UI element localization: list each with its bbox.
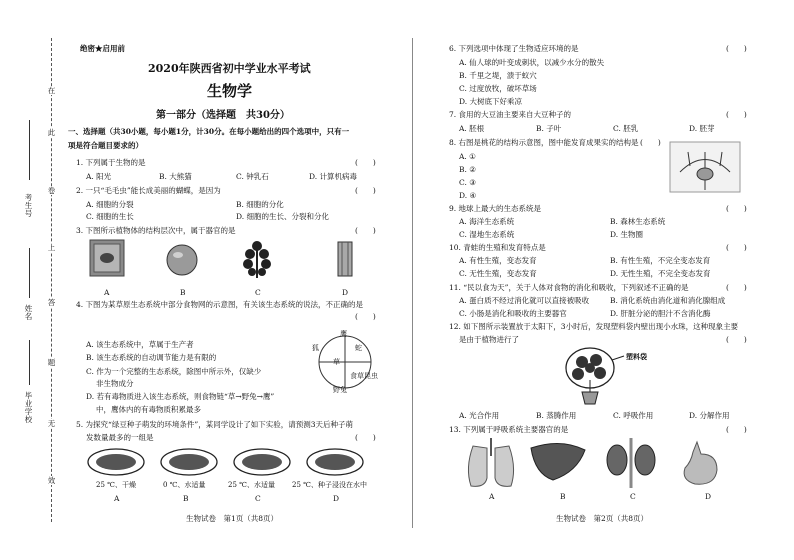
q9-option-a: A. 海洋生态系统 [459, 217, 515, 226]
q8-option-a: A. ① [459, 152, 476, 161]
q6-option-b: B. 千里之堤，溃于蚁穴 [459, 71, 537, 80]
binding-char: 此 [47, 128, 56, 137]
q12-option-c: C. 呼吸作用 [613, 411, 654, 420]
web-node-rabbit: 野兔 [333, 386, 347, 394]
q5-petri-dishes [88, 446, 388, 478]
q9-stem: 9. 地球上最大的生态系统是 [449, 204, 542, 213]
q13-label-d: D [705, 492, 712, 501]
q9-option-d: D. 生物圈 [610, 230, 644, 239]
q13-stem: 13. 下列属于呼吸系统主要器官的是 [449, 425, 569, 434]
q3-stem: 3. 下图所示植物体的结构层次中，属于器官的是 [76, 226, 236, 235]
q8-stem: 8. 右图是桃花的结构示意图，图中能发育成果实的结构是 [449, 138, 639, 147]
q1-option-c: C. 钟乳石 [236, 172, 269, 181]
liver-image [531, 443, 585, 480]
q6-option-c: C. 过度放牧，破坏草场 [459, 84, 537, 93]
petri-dish-c [234, 449, 290, 475]
q7-option-c: C. 胚乳 [613, 124, 639, 133]
q6-stem: 6. 下列选项中体现了生物适应环境的是 [449, 44, 579, 53]
page-divider [412, 38, 413, 528]
page-footer-1: 生物试卷 第1页（共8页） [186, 514, 279, 523]
q1-option-a: A. 阳光 [86, 172, 112, 181]
q2-stem: 2. 一只“毛毛虫”能长成美丽的蝴蝶，是因为 [76, 186, 221, 195]
q10-answer-bracket: ( ) [726, 243, 747, 252]
q11-option-b: B. 消化系统由消化道和消化腺组成 [610, 296, 726, 305]
q1-option-b: B. 大熊猫 [159, 172, 192, 181]
q12-answer-bracket: ( ) [726, 335, 747, 344]
q8-option-d: D. ④ [459, 191, 477, 200]
q5-label-a: A [114, 494, 120, 503]
q2-option-c: C. 细胞的生长 [86, 212, 134, 221]
q4-answer-bracket: ( ) [355, 312, 376, 321]
binding-char: 卷 [47, 186, 56, 195]
q2-answer-bracket: ( ) [355, 186, 376, 195]
q3-figures [90, 240, 390, 286]
whole-plant-image [243, 241, 271, 278]
q8-option-b: B. ② [459, 165, 477, 174]
q9-option-b: B. 森林生态系统 [610, 217, 666, 226]
bag-label: 塑料袋 [626, 352, 647, 361]
peach-flower-diagram [670, 142, 740, 192]
q13-label-a: A [489, 492, 495, 501]
petri-dish-d [307, 449, 363, 475]
q4-option-b: B. 该生态系统的自动调节能力是有限的 [86, 353, 217, 362]
binding-char: 题 [47, 358, 56, 367]
binding-char: 无 [47, 419, 56, 428]
q5-label-b: B [183, 494, 189, 503]
secret-label: 绝密★启用前 [80, 44, 125, 53]
q7-stem: 7. 食用的大豆油主要来自大豆种子的 [449, 110, 572, 119]
q7-option-d: D. 胚芽 [689, 124, 715, 133]
q11-answer-bracket: ( ) [726, 283, 747, 292]
binding-char: 在 [47, 86, 56, 95]
q5-label-d: D [333, 494, 340, 503]
q2-option-a: A. 细胞的分裂 [86, 200, 134, 209]
q1-option-d: D. 计算机病毒 [309, 172, 358, 181]
stem-tissue-image [338, 242, 352, 276]
section-intro: 一、选择题（共30小题，每小题1分，计30分。在每小题给出的四个选项中，只有一 [68, 127, 350, 136]
q3-answer-bracket: ( ) [355, 226, 376, 235]
cell-tissue-image [90, 240, 124, 276]
tomato-fruit-image [167, 245, 197, 275]
q12-option-d: D. 分解作用 [689, 411, 730, 420]
binding-line [51, 38, 52, 522]
q11-option-c: C. 小肠是消化和吸收的主要器官 [459, 309, 567, 318]
stomach-image [684, 442, 717, 484]
q13-organ-figures [465, 438, 735, 490]
q12-option-b: B. 蒸腾作用 [536, 411, 577, 420]
q5-cond-c: 25 ℃、水适量 [228, 481, 275, 489]
q3-label-a: A [104, 288, 110, 297]
q5-stem-cont: 发数量最多的一组是 [86, 433, 154, 442]
q9-answer-bracket: ( ) [726, 204, 747, 213]
q1-answer-bracket: ( ) [355, 158, 376, 167]
web-node-insect: 食草昆虫 [350, 372, 378, 380]
q4-option-a: A. 该生态系统中，草属于生产者 [86, 340, 194, 349]
web-node-grass: 草 [333, 358, 340, 366]
exam-title: 2020年陕西省初中学业水平考试 [148, 62, 311, 75]
q10-option-d: D. 无性生殖，不完全变态发育 [610, 269, 711, 278]
web-node-fox: 狐 [312, 344, 319, 352]
q11-stem: 11. “民以食为天”，关于人体对食物的消化和吸收，下列叙述不正确的是 [449, 283, 689, 292]
lungs-image [468, 438, 513, 486]
school-field-line [29, 340, 30, 385]
web-node-snake: 蛇 [355, 344, 362, 352]
id-field-line [29, 120, 30, 180]
q12-stem-cont: 是由于植物进行了 [459, 335, 519, 344]
q7-option-a: A. 胚根 [459, 124, 485, 133]
school-label: 毕业学校 [24, 391, 33, 424]
subject-title: 生物学 [207, 82, 253, 100]
q5-label-c: C [255, 494, 261, 503]
q6-option-d: D. 大树底下好乘凉 [459, 97, 523, 106]
q13-label-c: C [630, 492, 636, 501]
part-title: 第一部分（选择题 共30分） [156, 110, 290, 121]
binding-char: 答 [47, 298, 56, 307]
q5-answer-bracket: ( ) [355, 433, 376, 442]
binding-char: 上 [47, 243, 56, 252]
q5-cond-a: 25 ℃、干燥 [96, 481, 136, 489]
q3-label-b: B [180, 288, 186, 297]
q10-option-c: C. 无性生殖，变态发育 [459, 269, 537, 278]
q12-option-a: A. 光合作用 [459, 411, 500, 420]
q5-cond-b: 0 ℃、水适量 [163, 481, 206, 489]
petri-dish-a [88, 449, 144, 475]
q10-stem: 10. 青蛙的生殖和发育特点是 [449, 243, 546, 252]
q10-option-b: B. 有性生殖，不完全变态发育 [610, 256, 711, 265]
page-footer-2: 生物试卷 第2页（共8页） [556, 514, 649, 523]
q6-option-a: A. 仙人球的叶变成刺状，以减少水分的散失 [459, 58, 605, 67]
q7-answer-bracket: ( ) [726, 110, 747, 119]
petri-dish-b [161, 449, 217, 475]
q10-option-a: A. 有性生殖，变态发育 [459, 256, 537, 265]
q3-label-c: C [255, 288, 261, 297]
web-node-hawk: 鹰 [340, 330, 347, 338]
q4-option-d: D. 若有毒物质进入该生态系统，则食物链“草→野兔→鹰” [86, 392, 275, 401]
exam-id-label: 考生号 [24, 193, 33, 218]
q13-label-b: B [560, 492, 566, 501]
q5-cond-d: 25 ℃、种子浸没在水中 [292, 481, 367, 489]
q2-option-b: B. 细胞的分化 [236, 200, 284, 209]
kidneys-image [607, 438, 655, 488]
q3-label-d: D [342, 288, 349, 297]
q9-option-c: C. 湿地生态系统 [459, 230, 515, 239]
q8-answer-bracket: ( ) [640, 138, 661, 147]
q4-option-c-cont: 非生物成分 [96, 379, 134, 388]
name-label: 姓名 [24, 304, 33, 321]
q1-stem: 1. 下列属于生物的是 [76, 158, 146, 167]
name-field-line [29, 248, 30, 298]
q8-option-c: C. ③ [459, 178, 476, 187]
q13-answer-bracket: ( ) [726, 425, 747, 434]
q4-option-c: C. 作为一个完整的生态系统，除图中所示外，仅缺少 [86, 367, 262, 376]
section-intro-cont: 项是符合题目要求的） [68, 141, 143, 150]
q12-stem: 12. 如下图所示装置放于太阳下，3小时后，发现塑料袋内壁出现小水珠，这种现象主要 [449, 322, 739, 331]
binding-char: 效 [47, 476, 56, 485]
q5-stem: 5. 为探究“绿豆种子萌发的环境条件”，某同学设计了如下实验，请预测3天后种子萌 [76, 420, 353, 429]
q6-answer-bracket: ( ) [726, 44, 747, 53]
q7-option-b: B. 子叶 [536, 124, 562, 133]
q4-option-d-cont: 中，鹰体内的有毒物质积累最多 [96, 405, 201, 414]
q11-option-a: A. 蛋白质不经过消化就可以直接被吸收 [459, 296, 590, 305]
q2-option-d: D. 细胞的生长、分裂和分化 [236, 212, 330, 221]
q4-stem: 4. 下图为某草原生态系统中部分食物网的示意图，有关该生态系统的说法，不正确的是 [76, 300, 364, 309]
q11-option-d: D. 肝脏分泌的胆汁不含消化酶 [610, 309, 711, 318]
